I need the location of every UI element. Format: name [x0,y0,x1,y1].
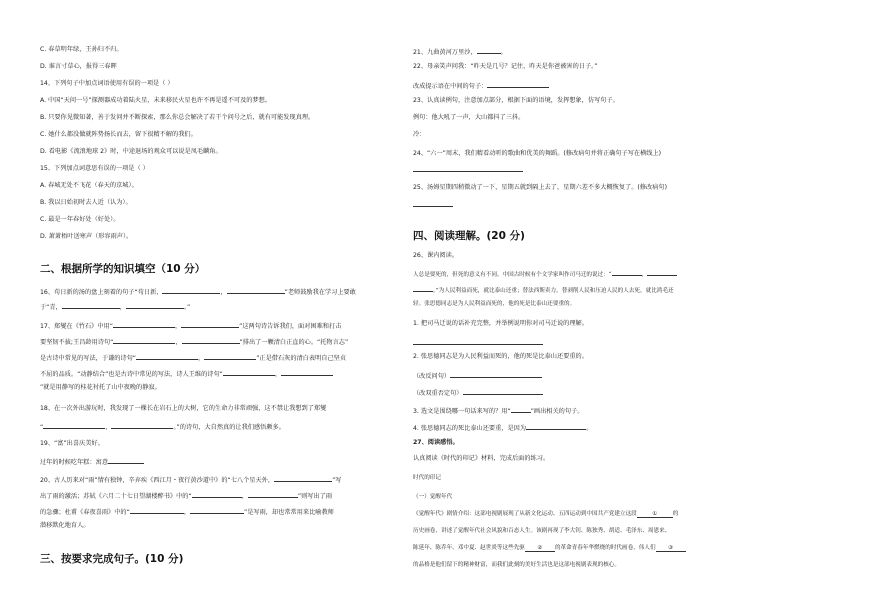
q17-text-a: 17、郑燮在《竹石》中用“ [40,323,113,330]
answer-line[interactable] [413,171,523,172]
q17-text-b: ”这两句诗告诉我们，面对困难和打击 [239,323,342,330]
passage-text-b: ， [641,272,648,278]
question-20-line4: 潜移默化地育人。 [40,522,90,529]
q18-text-c: ， [105,424,112,431]
reading-q2-b-label: （改双重否定句） [413,390,463,397]
answer-blank[interactable] [136,352,198,360]
answer-blank[interactable] [43,421,105,429]
question-23-prompt [413,131,425,139]
answer-blank[interactable] [113,320,175,328]
material-text-c: 陈延年、陈乔年、邓中夏、赵世炎等这些先驱 [413,545,525,551]
question-26: 26、课内阅读。 [413,252,458,259]
reading-q3-text-b: ”画出相关的句子。 [530,408,584,415]
q13-option-d: D. 谁言寸草心，报得三春晖 [40,63,117,70]
reading-q2-b [413,387,543,398]
answer-blank[interactable] [62,301,120,309]
q17-text-c: 要坚韧不拔;王昌龄用诗句“ [40,339,114,346]
q14-option-b: B. 只要你见微知著，善于发问并不断探索，那么你总会解决了若干个问号之后，就有可能发现真理。 [40,114,315,121]
question-17-line1: 17、郑燮在《竹石》中用“ ， ”这两句诗告诉我们，面对困难和打击 [40,320,341,331]
q23-text-c: 冷： [413,131,426,138]
answer-blank[interactable] [487,80,549,88]
question-15: 15、下列加点词意思有误的一项是（ ） [40,165,149,172]
answer-blank[interactable] [113,336,175,344]
blank-number: ② [537,545,543,551]
section-3-heading: 三、按要求完成句子。(10 分) [40,553,184,565]
answer-blank[interactable] [204,352,256,360]
material-line4: 的品格是他们留下的精神财富，而我们此刻的美好生活也是这部电视剧表现的核心。 [413,562,620,568]
answer-blank[interactable] [450,370,542,378]
reading-q4-text-a: 4. 张思德同志的死比泰山还要重，是因为 [413,425,527,432]
question-27: 27、阅读感悟。 [413,439,459,446]
q22-text-b: 改成提示语在中间的句子： [413,83,488,90]
answer-blank[interactable] [248,490,298,498]
material-line2: 历史画卷，讲述了觉醒年代社会风貌和百态人生。该剧再现了李大钊、陈独秀、胡适、毛泽东、周恩来、 [413,528,671,534]
question-21: 21、九曲黄河万里沙， 。 [413,46,507,57]
question-22: 22、母亲笑声问我：“昨天是几号？记住，昨天是你爸被害的日子。” [413,63,598,70]
q15-option-c: C. 最是一年春好处（好处）。 [40,216,120,223]
answer-blank[interactable] [227,286,285,294]
answer-blank[interactable] [477,46,501,54]
material-title: 时代的印记 [413,475,441,481]
answer-blank[interactable] [111,421,173,429]
q20-text-a: 20、古人历来对“雨”情有独钟，辛弃疾《西江月・夜行黄沙道中》的“七八个星天外， [40,477,275,484]
material-subtitle: （一）觉醒年代 [413,494,453,500]
q20-text-b: ”写 [332,477,342,484]
answer-blank[interactable] [190,506,244,514]
q14-option-c: C. 她什么都没做就阵势扬长而去，留下很精不解的我们。 [40,131,197,138]
q20-text-c: 出了雨的激活；苏轼《六月二十七日望湖楼醉书》中的“ [40,493,192,500]
question-16-line2: 于“青， ， 。” [40,301,190,312]
reading-q2: 2. 张思德同志是为人民利益而死的，他的死是比泰山还要重的。 [413,353,588,360]
reading-q4: 4. 张思德同志的死比泰山还要重，是因为 。 [413,422,592,433]
q17-text-f: ”正是借石灰的清白表明自己坚贞 [256,355,347,362]
blank-number: ① [652,511,658,517]
material-text-b: 的 [672,511,679,517]
passage-line2 [413,284,674,295]
question-18-line1: 18、在一次外出游玩时，我发现了一棵长在岩石上的大树，它的生命力非常顽强，这不禁让我想到了郑燮 [40,405,327,412]
question-20-line3: 的急骤；杜甫《春夜喜雨》中的“ ， ”是写雨，却也常常用来比喻教师 [40,506,334,517]
answer-blank[interactable] [463,387,543,395]
answer-blank[interactable] [223,368,275,376]
q16-text-b: ”老师鼓励我在学习上要敢 [284,289,356,296]
passage-text-c: 。”为人民利益而死，就比泰山还重；替法西斯卖力，替剥削人民和压迫人民的人去死，就比鸿毛还 [433,288,674,294]
question-23-example: 例句：他大吼了一声，大山都抖了三抖。 [413,114,525,121]
question-23: 23、认真读例句，注意加点部分，根据下面的语境，发挥想象，仿写句子。 [413,97,619,104]
answer-blank[interactable] [162,286,220,294]
material-line3 [413,544,686,552]
answer-blank-2[interactable] [525,544,555,552]
answer-blank-1[interactable] [637,510,673,518]
section-4-heading: 四、阅读理解。(20 分) [413,230,525,242]
answer-line[interactable] [413,206,453,207]
passage-line1 [413,268,677,279]
question-14: 14、下列句子中加点词语使用有误的一项是（ ） [40,80,174,87]
question-17-line5 [40,384,161,392]
section-2-heading: 二、根据所学的知识填空（10 分） [40,263,206,275]
q17-text-i: ”就是用静写的桂花衬托了山中夜晚的静寂。 [40,384,161,391]
reading-q3-text-a: 3. 选文是围绕哪一句话来写的？用“ [413,408,511,415]
q21-text: 21、九曲黄河万里沙， [413,49,477,56]
answer-blank[interactable] [182,336,240,344]
question-20-line2: 出了雨的激活；苏轼《六月二十七日望湖楼醉书》中的“ ， ”则写出了雨 [40,490,332,501]
answer-blank[interactable] [181,320,239,328]
answer-blank[interactable] [130,506,184,514]
q16-text-d: 。” [183,304,191,311]
material-text-a: 《觉醒年代》剧情介绍：这部电视剧展现了从新文化运动、五四运动到中国共产党建立这段 [413,511,637,517]
q18-text-b: “ [40,424,44,431]
answer-blank[interactable] [126,301,184,309]
q20-text-e: 的急骤；杜甫《春夜喜雨》中的“ [40,509,130,516]
answer-blank[interactable] [526,422,586,430]
question-17-line2: 要坚韧不拔;王昌龄用诗句“ ， ”排出了一颗清白正直的心。“托物言志” [40,336,348,347]
q15-option-a: A. 春城无处不飞花（春天的京城）。 [40,182,138,189]
answer-blank[interactable] [281,368,333,376]
question-17-line3: 是古诗中常见的写法，于谦的诗句“ ， ”正是借石灰的清白表明自己坚贞 [40,352,346,363]
q17-text-g: 不屈的品质。“动静结合”也是古诗中常见的写法，诗人王维的诗句“ [40,371,223,378]
question-20-line1 [40,474,341,485]
q15-option-b: B. 我以日始初时去人近（认为）。 [40,199,132,206]
q20-text-d: ”则写出了雨 [297,493,333,500]
question-19-answer [40,456,144,467]
reading-q3 [413,405,583,416]
question-19: 19、“富”出喜庆美好。 [40,440,104,447]
q16-text-c: 于“青， [40,304,62,311]
reading-q2-a [413,370,542,381]
question-22-prompt [413,80,549,91]
question-17-line4: 不屈的品质。“动静结合”也是古诗中常见的写法，诗人王维的诗句“ ， [40,368,333,379]
answer-blank[interactable] [647,268,677,276]
q19-text-b: 过年的时候吃年糕：寓意 [40,459,109,466]
passage-text-a: 人总是要死的，但死的意义有不同。中国古时候有个文学家叫作司马迁的说过：“ [413,272,612,278]
reading-q2-a-label: （改反问句） [413,373,451,380]
q17-text-d: ”排出了一颗清白正直的心。“托物言志” [239,339,349,346]
passage-line3: 轻。张思德同志是为人民利益而死的，他的死是比泰山还要重的。 [413,301,576,307]
q14-option-a: A. 中国“天问一号”探测器成功着陆火星，未来移民火星也许不再是遥不可及的梦想。 [40,97,272,104]
blank-number: ③ [668,545,674,551]
q13-option-c: C. 春草明年绿，王孙归不归。 [40,46,123,53]
q14-option-d: D. 看电影《流浪地球 2》时，中途退场的观众可以说是凤毛麟角。 [40,148,222,155]
question-18-line2 [40,421,285,432]
answer-blank-3[interactable] [656,544,686,552]
material-line1 [413,510,678,518]
q20-text-f: ”是写雨，却也常常用来比喻教师 [244,509,334,516]
answer-blank[interactable] [612,268,642,276]
answer-blank[interactable] [192,490,242,498]
material-text-d: 的革命青春年华燃烧的时代画卷，伟人们 [554,545,656,551]
q15-option-d: D. 萧萧梧叶送寒声（形容雨声）。 [40,233,133,240]
q17-text-e: 是古诗中常见的写法，于谦的诗句“ [40,355,137,362]
answer-blank[interactable] [274,474,332,482]
answer-blank[interactable] [413,284,433,292]
question-24: 24、“六一”周末，我们精看动听的歌曲和优美的舞蹈。(修改病句并将正确句子写在横线上) [413,150,662,157]
question-16-line1: 16、苟日新的汤的盘上刻着的句子“苟日新， ， ”老师鼓励我在学习上要敢 [40,286,356,297]
q18-text-d: 。”的诗句，大自然真的让我们感悟颇多。 [173,424,285,431]
question-27-instruction: 认真阅读《时代的印记》材料，完成后面的练习。 [413,455,550,462]
answer-line[interactable] [413,344,543,345]
question-25: 25、汤姆星期四稍微动了一下，星期五就到隔上去了，星期六差不多大概恢复了。(修改病句) [413,184,668,191]
reading-q1: 1. 把司马迁说的话补充完整，并举例说明你对司马迁说的理解。 [413,320,588,327]
q16-text-a: 16、苟日新的汤的盘上刻着的句子“苟日新， [40,289,163,296]
answer-blank[interactable] [511,405,531,413]
answer-blank[interactable] [108,456,144,464]
